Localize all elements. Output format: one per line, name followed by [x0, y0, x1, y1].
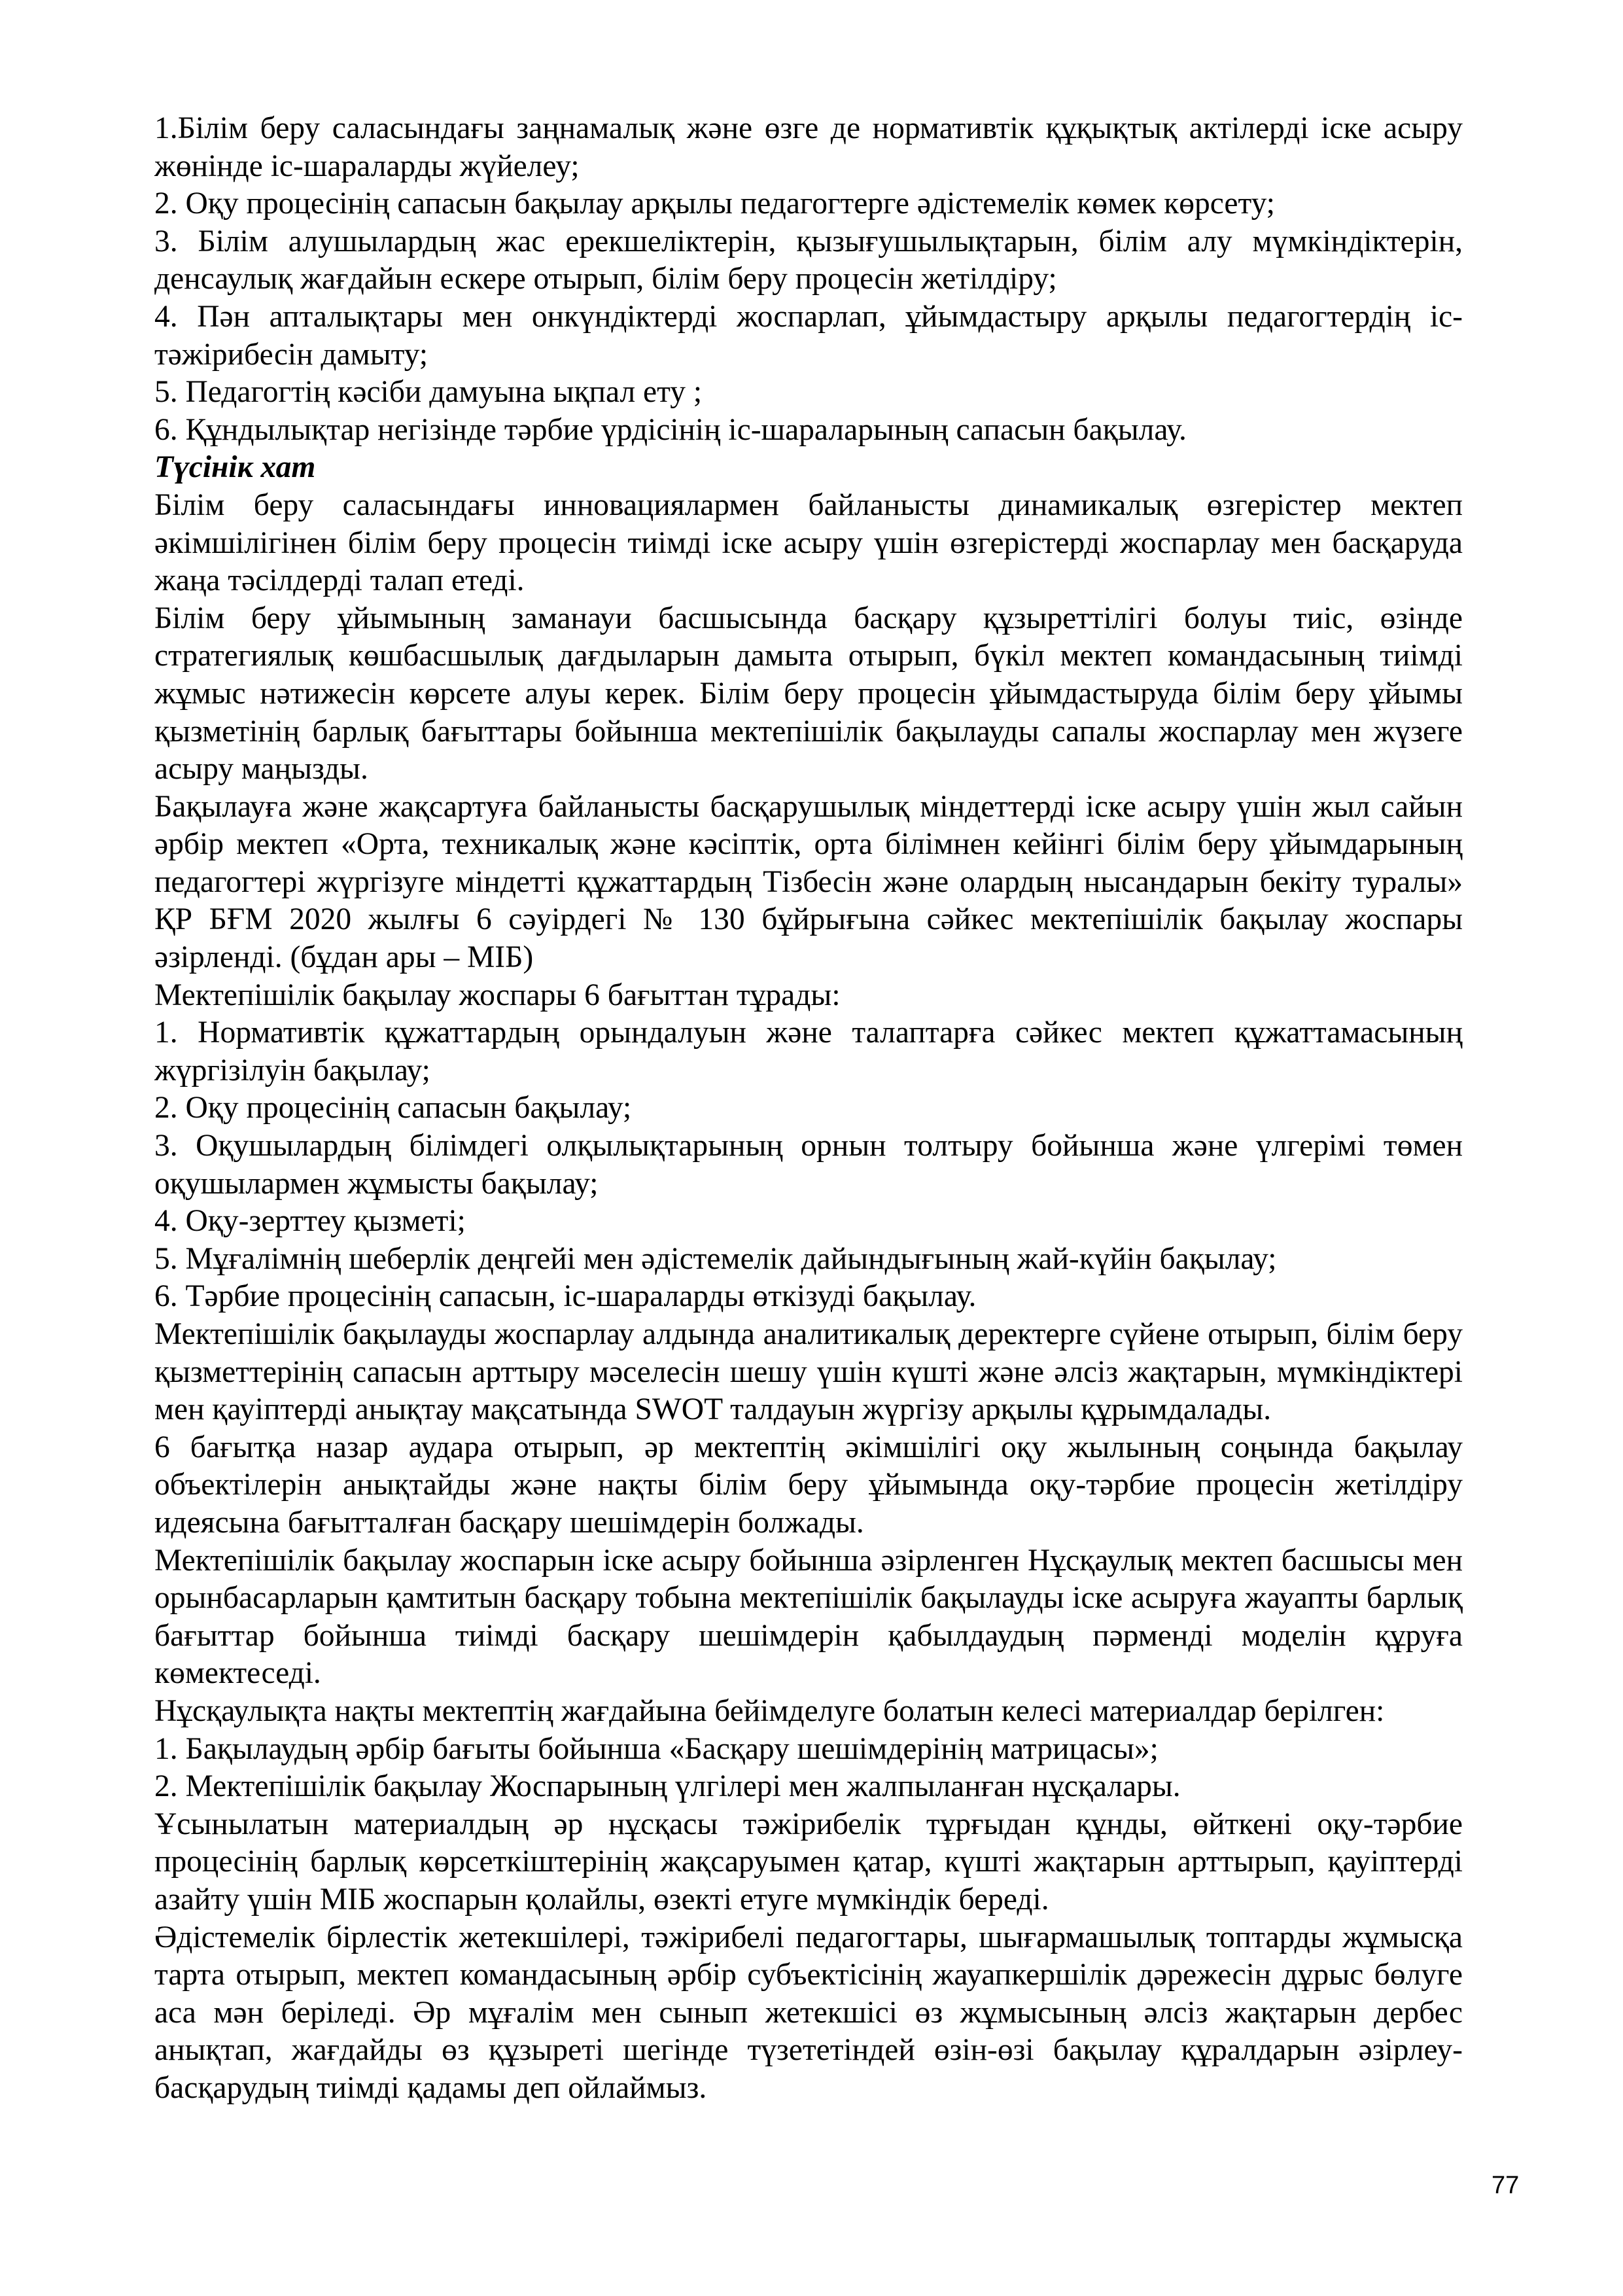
goals-list — [154, 110, 1463, 449]
goal-item: 1.Білім беру саласындағы заңнамалық және өзге де нормативтік құқықтық актілерді іске асыру жөнінде іс-шараларды жүйелеу; — [154, 111, 1463, 183]
paragraph: Ұсынылатын материалдың әр нұсқасы тәжірибелік тұрғыдан құнды, өйткені оқу-тәрбие процесінің барлық көрсеткіштерінің жақсаруымен қатар, күшті жақтарын арттырып, қауіптерді азайту үшін МІБ жоспарын қолайлы, өзекті етуге мүмкіндік береді. — [154, 1807, 1463, 1916]
closing-section — [154, 1806, 1463, 2108]
paragraph: 6 бағытқа назар аудара отырып, әр мектептің әкімшілігі оқу жылының соңында бақылау объектілерін анықтайды және нақты білім беру ұйымында оқу-тәрбие процесін жетілдіру идеясына бағытталған басқару шешімдерін болжады. — [154, 1430, 1463, 1540]
direction-item: 4. Оқу-зерттеу қызметі; — [154, 1204, 466, 1239]
direction-item: 2. Оқу процесінің сапасын бақылау; — [154, 1091, 632, 1125]
goal-item: 4. Пән апталықтары мен онкүндіктерді жоспарлап, ұйымдастыру арқылы педагогтердің іс-тәжірибесін дамыту; — [154, 299, 1463, 372]
middle-section — [154, 1316, 1463, 1731]
goal-item: 2. Оқу процесінің сапасын бақылау арқылы педагогтерге әдістемелік көмек көрсету; — [154, 186, 1275, 221]
paragraph: Мектепішілік бақылау жоспарын іске асыру бойынша әзірленген Нұсқаулық мектеп басшысы мен орынбасарларын қамтитын басқару тобына мектепішілік бақылауды іске асыруға жауапты барлық бағыттар бойынша тиімді басқару шешімдерін қабылдаудың пәрменді моделін құруға көмектеседі. — [154, 1543, 1463, 1691]
goal-item: 5. Педагогтің кәсіби дамуына ықпал ету ; — [154, 375, 703, 410]
direction-item: 3. Оқушылардың білімдегі олқылықтарының орнын толтыру бойынша және үлгерімі төмен оқушылармен жұмысты бақылау; — [154, 1129, 1463, 1201]
material-item: 2. Мектепішілік бақылау Жоспарының үлгілері мен жалпыланған нұсқалары. — [154, 1769, 1181, 1804]
directions-list — [154, 1014, 1463, 1316]
paragraph: Мектепішілік бақылау жоспары 6 бағыттан тұрады: — [154, 978, 841, 1012]
section-heading: Түсінік хат — [154, 450, 316, 485]
paragraph: Білім беру саласындағы инновациялармен байланысты динамикалық өзгерістер мектеп әкімшілігінен білім беру процесін тиімді іске асыру үшін өзгерістерді жоспарлау мен басқаруда жаңа тәсілдерді талап етеді. — [154, 487, 1463, 598]
direction-item: 5. Мұғалімнің шеберлік деңгейі мен әдістемелік дайындығының жай-күйін бақылау; — [154, 1241, 1277, 1276]
document-body — [154, 110, 1463, 2107]
direction-item: 1. Нормативтік құжаттардың орындалуын және талаптарға сәйкес мектеп құжаттамасының жүргізілуін бақылау; — [154, 1016, 1463, 1087]
intro-section — [154, 487, 1463, 1014]
page-number: 77 — [1492, 2172, 1520, 2199]
materials-list — [154, 1731, 1463, 1806]
direction-item: 6. Тәрбие процесінің сапасын, іс-шараларды өткізуді бақылау. — [154, 1279, 977, 1314]
paragraph: Әдістемелік бірлестік жетекшілері, тәжірибелі педагогтары, шығармашылық топтарды жұмысқа тарта отырып, мектеп командасының әрбір субъектісінің жауапкершілік дәрежесін дұрыс бөлуге аса мән беріледі. Әр мұғалім мен сынып жетекшісі өз жұмысының әлсіз жақтарын дербес анықтап, жағдайды өз құзыреті шегінде түзететіндей өзін-өзі бақылау құралдарын әзірлеу-басқарудың тиімді қадамы деп ойлаймыз. — [154, 1920, 1463, 2105]
paragraph: Білім беру ұйымының заманауи басшысында басқару құзыреттілігі болуы тиіс, өзінде стратегиялық көшбасшылық дағдыларын дамыта отырып, бүкіл мектеп командасының тиімді жұмыс нәтижесін көрсете алуы керек. Білім беру процесін ұйымдастыруда білім беру ұйымы қызметінің барлық бағыттары бойынша мектепішілік бақылауды сапалы жоспарлау мен жүзеге асыру маңызды. — [154, 601, 1463, 786]
paragraph: Мектепішілік бақылауды жоспарлау алдында аналитикалық деректерге сүйене отырып, білім беру қызметтерінің сапасын арттыру мәселесін шешу үшін күшті және әлсіз жақтарын, мүмкіндіктері мен қауіптерді анықтау мақсатында SWOT талдауын жүргізу арқылы құрымдалады. — [154, 1317, 1463, 1427]
goal-item: 3. Білім алушылардың жас ерекшеліктерін, қызығушылықтарын, білім алу мүмкіндіктерін, денсаулық жағдайын ескере отырып, білім беру процесін жетілдіру; — [154, 224, 1463, 296]
paragraph: Бақылауға және жақсартуға байланысты басқарушылық міндеттерді іске асыру үшін жыл сайын әрбір мектеп «Орта, техникалық және кәсіптік, орта білімнен кейінгі білім беру ұйымдарының педагогтері жүргізуге міндетті құжаттардың Тізбесін және олардың нысандарын бекіту туралы» ҚР БҒМ 2020 жылғы 6 сәуірдегі № 130 бұйрығына сәйкес мектепішілік бақылау жоспары әзірленді. (бұдан ары – МІБ) — [154, 789, 1463, 975]
paragraph: Нұсқаулықта нақты мектептің жағдайына бейімделуге болатын келесі материалдар берілген: — [154, 1693, 1385, 1728]
goal-item: 6. Құндылықтар негізінде тәрбие үрдісінің іс-шараларының сапасын бақылау. — [154, 412, 1187, 447]
material-item: 1. Бақылаудың әрбір бағыты бойынша «Басқару шешімдерінің матрицасы»; — [154, 1731, 1159, 1766]
